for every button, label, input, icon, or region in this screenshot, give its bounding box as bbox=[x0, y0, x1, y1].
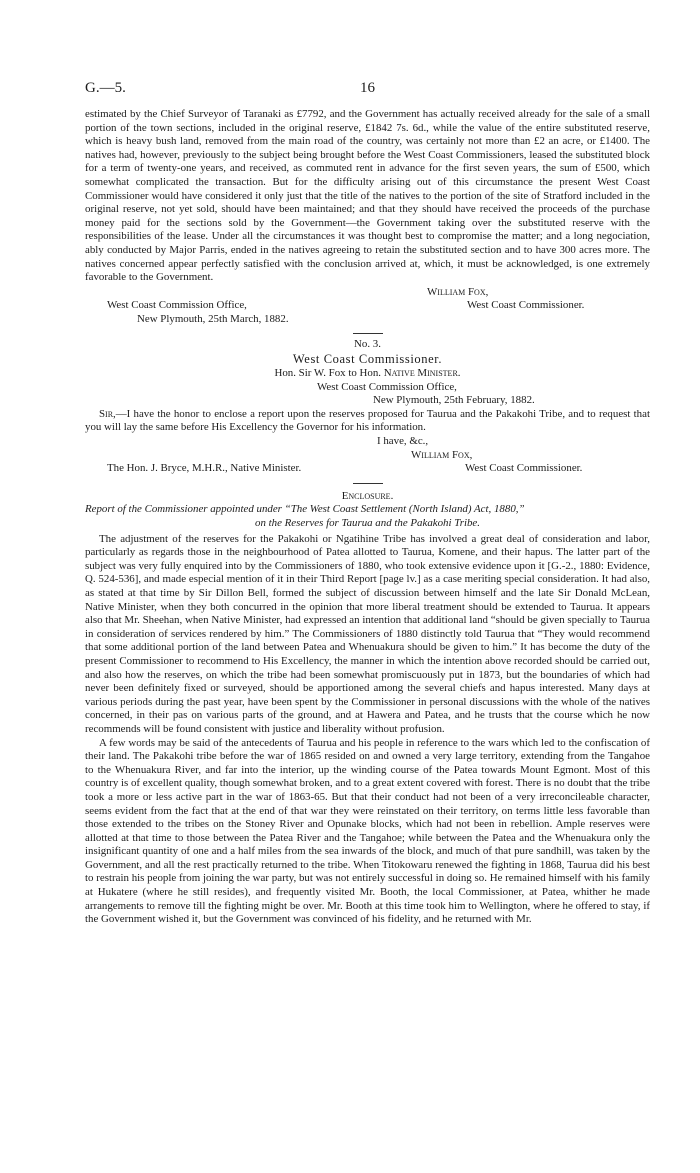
document-title: West Coast Commissioner. bbox=[292, 352, 443, 367]
from-to-prefix: Hon. Sir W. Fox to Hon. bbox=[274, 367, 381, 380]
office-line: West Coast Commission Office, bbox=[317, 380, 457, 393]
page-number: 16 bbox=[360, 80, 375, 96]
place-date-line: New Plymouth, 25th March, 1882. bbox=[137, 312, 289, 325]
page-header bbox=[85, 80, 650, 100]
document-number: No. 3. bbox=[354, 337, 381, 350]
from-to-recipient: Native Minister. bbox=[383, 367, 461, 380]
addressee-line: The Hon. J. Bryce, M.H.R., Native Minister. bbox=[107, 462, 302, 475]
signatory-name: William Fox, bbox=[427, 285, 489, 298]
closing-line: I have, &c., bbox=[377, 435, 429, 448]
divider-rule bbox=[353, 333, 383, 334]
report-paragraph-1: The adjustment of the reserves for the Pakakohi or Ngatihine Tribe has involved a great deal of consideration and labor, particularly as regards those in the neighbourhood of Patea allotted to Taurua, Komene, and their hapus. The latter part of the subject was very fully enquired into by the Commissioners of 1880, who took extensive evidence upon it [G.-2., 1880: Evidence, Q. 524-536], and made especial mention of it in their Third Report [page lv.] as a case meriting special consideration. It had also, as stated at that time by Sir Dillon Bell, formed the subject of discussion between himself and the late Sir Donald McLean, Native Minister, when they both concurred in the opinion that more liberal treatment should be extended to Taurua. It appears also that Mr. Sheehan, when Native Minister, had expressed an intention that additional land “should be given specially to Taurua in consideration of services rendered by him.” The Commissioners of 1880 distinctly told Taurua that “They would recommend that some additional portion of the land between Patea and Whenuakura should be given to him.” It has become the duty of the present Commissioner to recommend to His Excellency, the manner in which the intention above recorded should be carried out, and also how the reserves, on which the tribe had been somewhat promiscuously put in 1873, but the boundaries of which had never been definitely fixed or surveyed, should be apportioned among the several chiefs and hapus interested. Many days at various periods during the past year, have been spent by the Commissioner in personal discussions with the whole of the natives concerned, in their pas on various parts of the ground, and at Hawera and Patea, and he trusts that the course which he now recommends will be found consistent with justice and liberality without profusion. bbox=[85, 532, 650, 735]
letter-text: —I have the honor to enclose a report upon the reserves proposed for Taurua and the Pakakohi Tribe, and to request that you will lay the same before His Excellency the Governor for his information. bbox=[85, 407, 650, 434]
signature-block-1 bbox=[85, 286, 650, 327]
from-to-line bbox=[85, 367, 650, 381]
document-code: G.—5. bbox=[85, 80, 126, 96]
place-date-line: New Plymouth, 25th February, 1882. bbox=[373, 394, 535, 407]
paragraph-continuation: estimated by the Chief Surveyor of Taranaki as £7792, and the Government has actually received already for the sale of a small portion of the town sections, included in the original reserve, £1842 7s. 6d., while the value of the entire substituted reserve, which is heavy bush land, removed from the main road of the country, was certainly not more than £2 an acre, or £1400. The natives had, however, previously to the subject being brought before the West Coast Commissioners, leased the substituted block for a term of twenty-one years, and received, as commuted rent in advance for the first seven years, the sum of £500, which somewhat complicated the transaction. But for the difficulty arising out of this circumstance the present West Coast Commissioner would have considered it only just that the title of the natives to the portion of the site of Stratford included in the original reserve, not yet sold, should have been maintained; and that they should have received the proceeds of the purchase money paid for the sections sold by the Government—the Government taking over the substituted reserve with the responsibilities of the lease. Under all the circumstances it was thought best to compromise the matter; and a long negociation, ably conducted by Major Parris, ended in the natives agreeing to retain the substituted section and to have 300 acres more. The natives concerned appear perfectly satisfied with the conclusion arrived at, which, it must be acknowledged, is one extremely favorable to the Government. bbox=[85, 108, 650, 284]
office-line: West Coast Commission Office, bbox=[107, 299, 247, 312]
report-title-line-1: Report of the Commissioner appointed under “The West Coast Settlement (North Island) Act, 1880,” bbox=[85, 503, 525, 516]
signatory-title: West Coast Commissioner. bbox=[465, 462, 583, 475]
divider-rule bbox=[353, 483, 383, 484]
signatory-name: William Fox, bbox=[411, 448, 473, 461]
salutation: Sir, bbox=[99, 407, 116, 420]
page-body bbox=[85, 108, 650, 927]
signatory-title: West Coast Commissioner. bbox=[467, 299, 585, 312]
letter-body bbox=[85, 408, 650, 435]
enclosure-heading: Enclosure. bbox=[341, 489, 394, 502]
report-paragraph-2: A few words may be said of the antecedents of Taurua and his people in reference to the wars which led to the confiscation of their land. The Pakakohi tribe before the war of 1865 resided on and owned a very large territory, extending from the Tangahoe to the Whenuakura River, and far into the interior, up the winding course of the Patea towards Mount Egmont. Most of this country is of excellent quality, though somewhat broken, and to a great extent covered with forest. There is no doubt that the tribe took a more or less active part in the war of 1863-65. But that their conduct had not been of a very irreconcileable character, seems evident from the fact that at the end of that war they were reinstated on their territory, on terms little less favorable than those extended to the tribes on the Stoney River and Opunake blocks, which had not been in rebellion. Ample reserves were allotted at that time to those between the Patea River and the Tangahoe; while between the Patea and the Whenuakura only the insignificant quantity of one and a half miles from the sea inwards of the block, and much of that pure sandhill, was taken by the Government, and all the rest practically returned to the tribe. When Titokowaru renewed the fighting in 1868, Taurua did his best to restrain his people from joining the war party, but was not entirely successful in doing so. He remained himself with his family at Hukatere (where he still resides), and frequently visited Mr. Booth, the local Commissioner, at Patea, whither he made arrangements to remove till the fighting might be over. Mr. Booth at this time took him to Wellington, where he offered to stay, if the Government wished it, but the Government was convinced of his fidelity, and he returned with Mr. bbox=[85, 736, 650, 926]
report-title-line-2: on the Reserves for Taurua and the Pakakohi Tribe. bbox=[255, 517, 480, 530]
